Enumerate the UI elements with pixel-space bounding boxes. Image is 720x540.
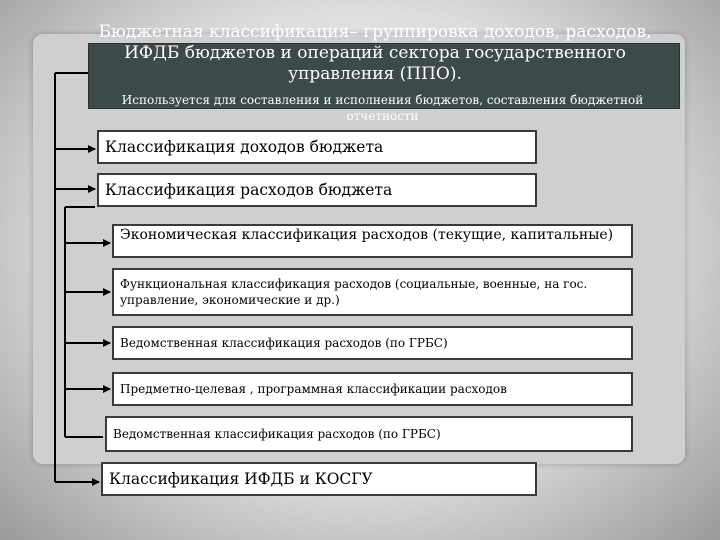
program-classification-box: Предметно-целевая , программная классификации расходов [112, 372, 633, 406]
departmental-classification-box-2: Ведомственная классификация расходов (по ГРБС) [105, 416, 633, 452]
ifdb-classification-box: Классификация ИФДБ и КОСГУ [101, 462, 537, 496]
header-subtitle: Используется для составления и исполнения бюджетов, составления бюджетной отчетности [121, 93, 644, 123]
header-title: Бюджетная классификация– группировка доходов, расходов, ИФДБ бюджетов и операций сектора государственного управления (ППО). [98, 22, 652, 84]
functional-classification-box: Функциональная классификация расходов (социальные, военные, на гос. управление, экономические и др.) [112, 268, 633, 316]
departmental-classification-box-1: Ведомственная классификация расходов (по ГРБС) [112, 326, 633, 360]
economic-classification-box: Экономическая классификация расходов (текущие, капитальные) [112, 224, 633, 258]
income-classification-box: Классификация доходов бюджета [97, 130, 537, 164]
expense-classification-box: Классификация расходов бюджета [97, 173, 537, 207]
